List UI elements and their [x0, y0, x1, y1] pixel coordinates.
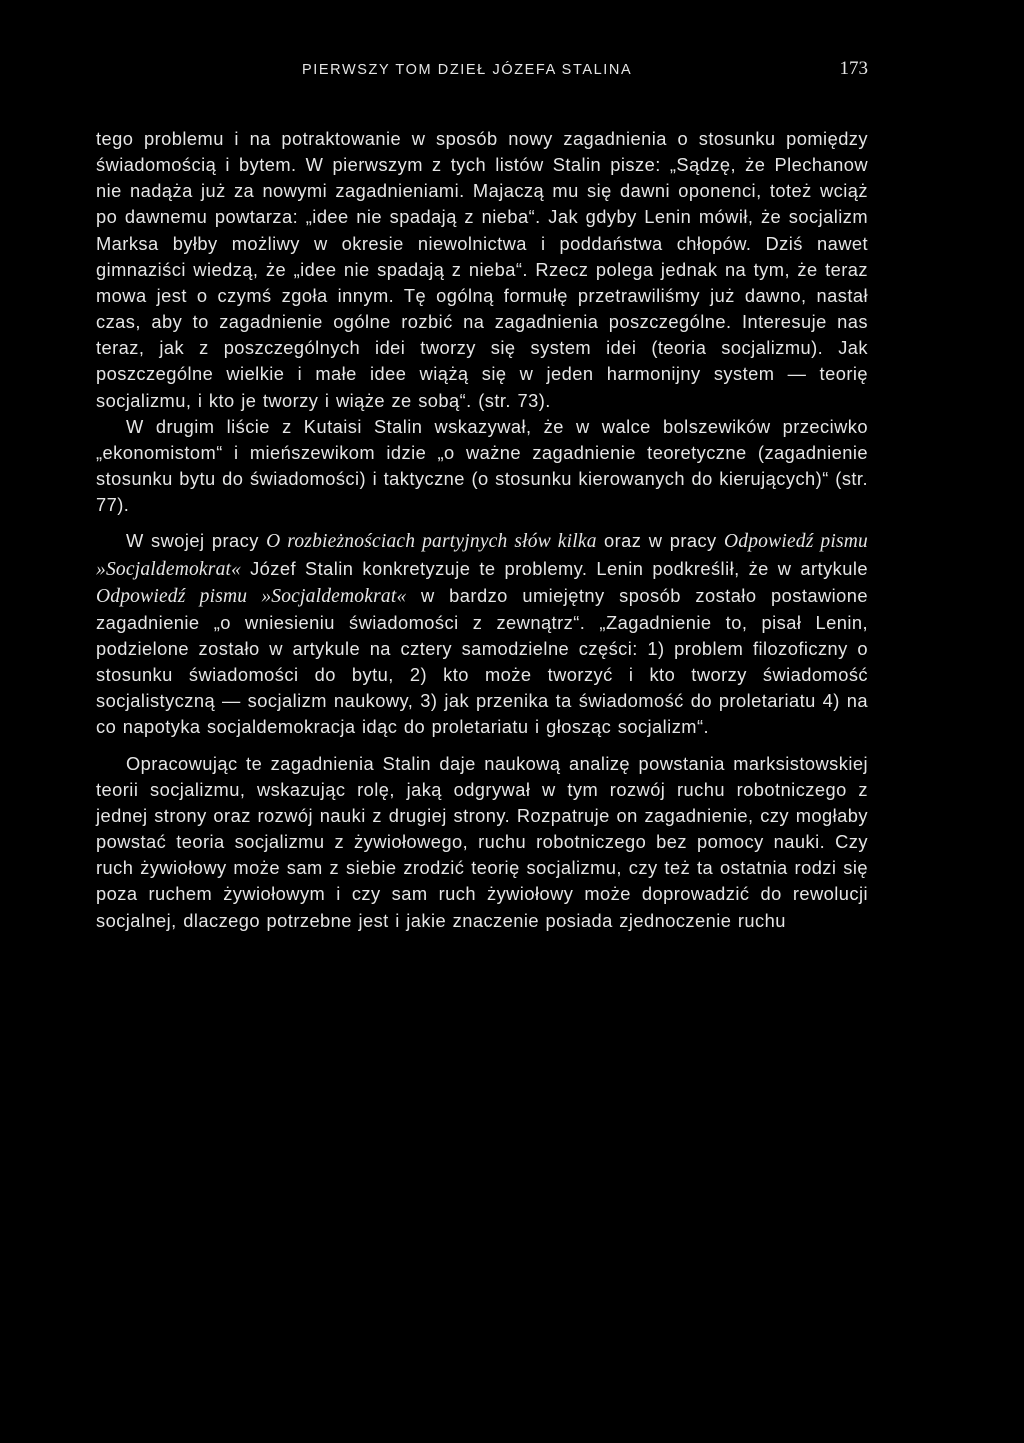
body-text	[96, 126, 868, 934]
paragraph-4: Opracowując te zagadnienia Stalin daje naukową analizę powstania marksistowskiej teorii socjalizmu, wskazując rolę, jaką odgrywał w tym rozwój ruchu robotniczego z jednej strony oraz rozwój nauki z drugiej strony. Rozpatruje on zagadnienie, czy mogłaby powstać teoria socjalizmu z żywiołowego, ruchu robotniczego bez pomocy nauki. Czy ruch żywiołowy może sam z siebie zrodzić teorię socjalizmu, czy też ta ostatnia rodzi się poza ruchem żywiołowym i czy sam ruch żywiołowy może doprowadzić do rewolucji socjalnej, dlaczego potrzebne jest i jakie znaczenie posiada zjednoczenie ruchu	[96, 752, 868, 931]
paragraph-2: W drugim liście z Kutaisi Stalin wskazywał, że w walce bolszewików przeciwko „ekonomistom“ i mieńszewikom idzie „o ważne zagadnienie teoretyczne (zagadnienie stosunku bytu do świadomości) i taktyczne (o stosunku kierowanych do kierujących)“ (str. 77).	[96, 415, 868, 516]
work-title-odpowiedz-repeat: Odpowiedź pismu »Socjaldemokrat«	[96, 585, 407, 607]
paragraph-3	[96, 528, 868, 740]
page-number: 173	[839, 58, 868, 79]
paragraph-3-text-b: oraz w pracy	[596, 530, 724, 552]
running-header	[96, 56, 868, 96]
work-title-odpowiedz: Odpowiedź pismu »Socjaldemokrat«	[96, 531, 868, 580]
paragraph-3-text-a: W swojej pracy	[126, 530, 267, 552]
book-page	[96, 56, 868, 934]
paragraph-3-text-d: w bardzo umiejętny sposób zostało postawione zagadnienie „o wniesieniu świadomości z zewnątrz“. „Zagadnienie to, pisał Lenin, podzielone zostało w artykule na cztery samodzielne części: 1) problem filozoficzny o stosunku świadomości do bytu, 2) kto może tworzyć i kto tworzy świadomość socjalistyczną — socjalizm naukowy, 3) jak przenika ta świadomość do proletariatu 4) na co napotyka socjaldemokracja idąc do proletariatu i głosząc socjalizm“.	[96, 584, 868, 738]
paragraph-3-text-c: Józef Stalin konkretyzuje te problemy. Lenin podkreślił, że w artykule	[241, 557, 868, 579]
paragraph-1: tego problemu i na potraktowanie w sposób nowy zagadnienia o stosunku pomiędzy świadomością i bytem. W pierwszym z tych listów Stalin pisze: „Sądzę, że Plechanow nie nadąża już za nowymi zagadnieniami. Majaczą mu się dawni oponenci, toteż wciąż po dawnemu powtarza: „idee nie spadają z nieba“. Jak gdyby Lenin mówił, że socjalizm Marksa byłby możliwy w okresie niewolnictwa i poddaństwa chłopów. Dziś nawet gimnaziści wiedzą, że „idee nie spadają z nieba“. Rzecz polega jednak na tym, że teraz mowa jest o czymś zgoła innym. Tę ogólną formułę przetrawiliśmy już dawno, nastał czas, aby to zagadnienie ogólne rozbić na zagadnienia poszczególne. Interesuje nas teraz, jak z poszczególnych idei tworzy się system idei (teoria socjalizmu). Jak poszczególne wielkie i małe idee wiążą się w jeden harmonijny system — teorię socjalizmu, i kto je tworzy i wiąże ze sobą“. (str. 73).	[96, 128, 868, 411]
work-title-rozbieznosci: O rozbieżnościach partyjnych słów kilka	[266, 531, 597, 553]
running-title: PIERWSZY TOM DZIEŁ JÓZEFA STALINA	[302, 62, 633, 78]
